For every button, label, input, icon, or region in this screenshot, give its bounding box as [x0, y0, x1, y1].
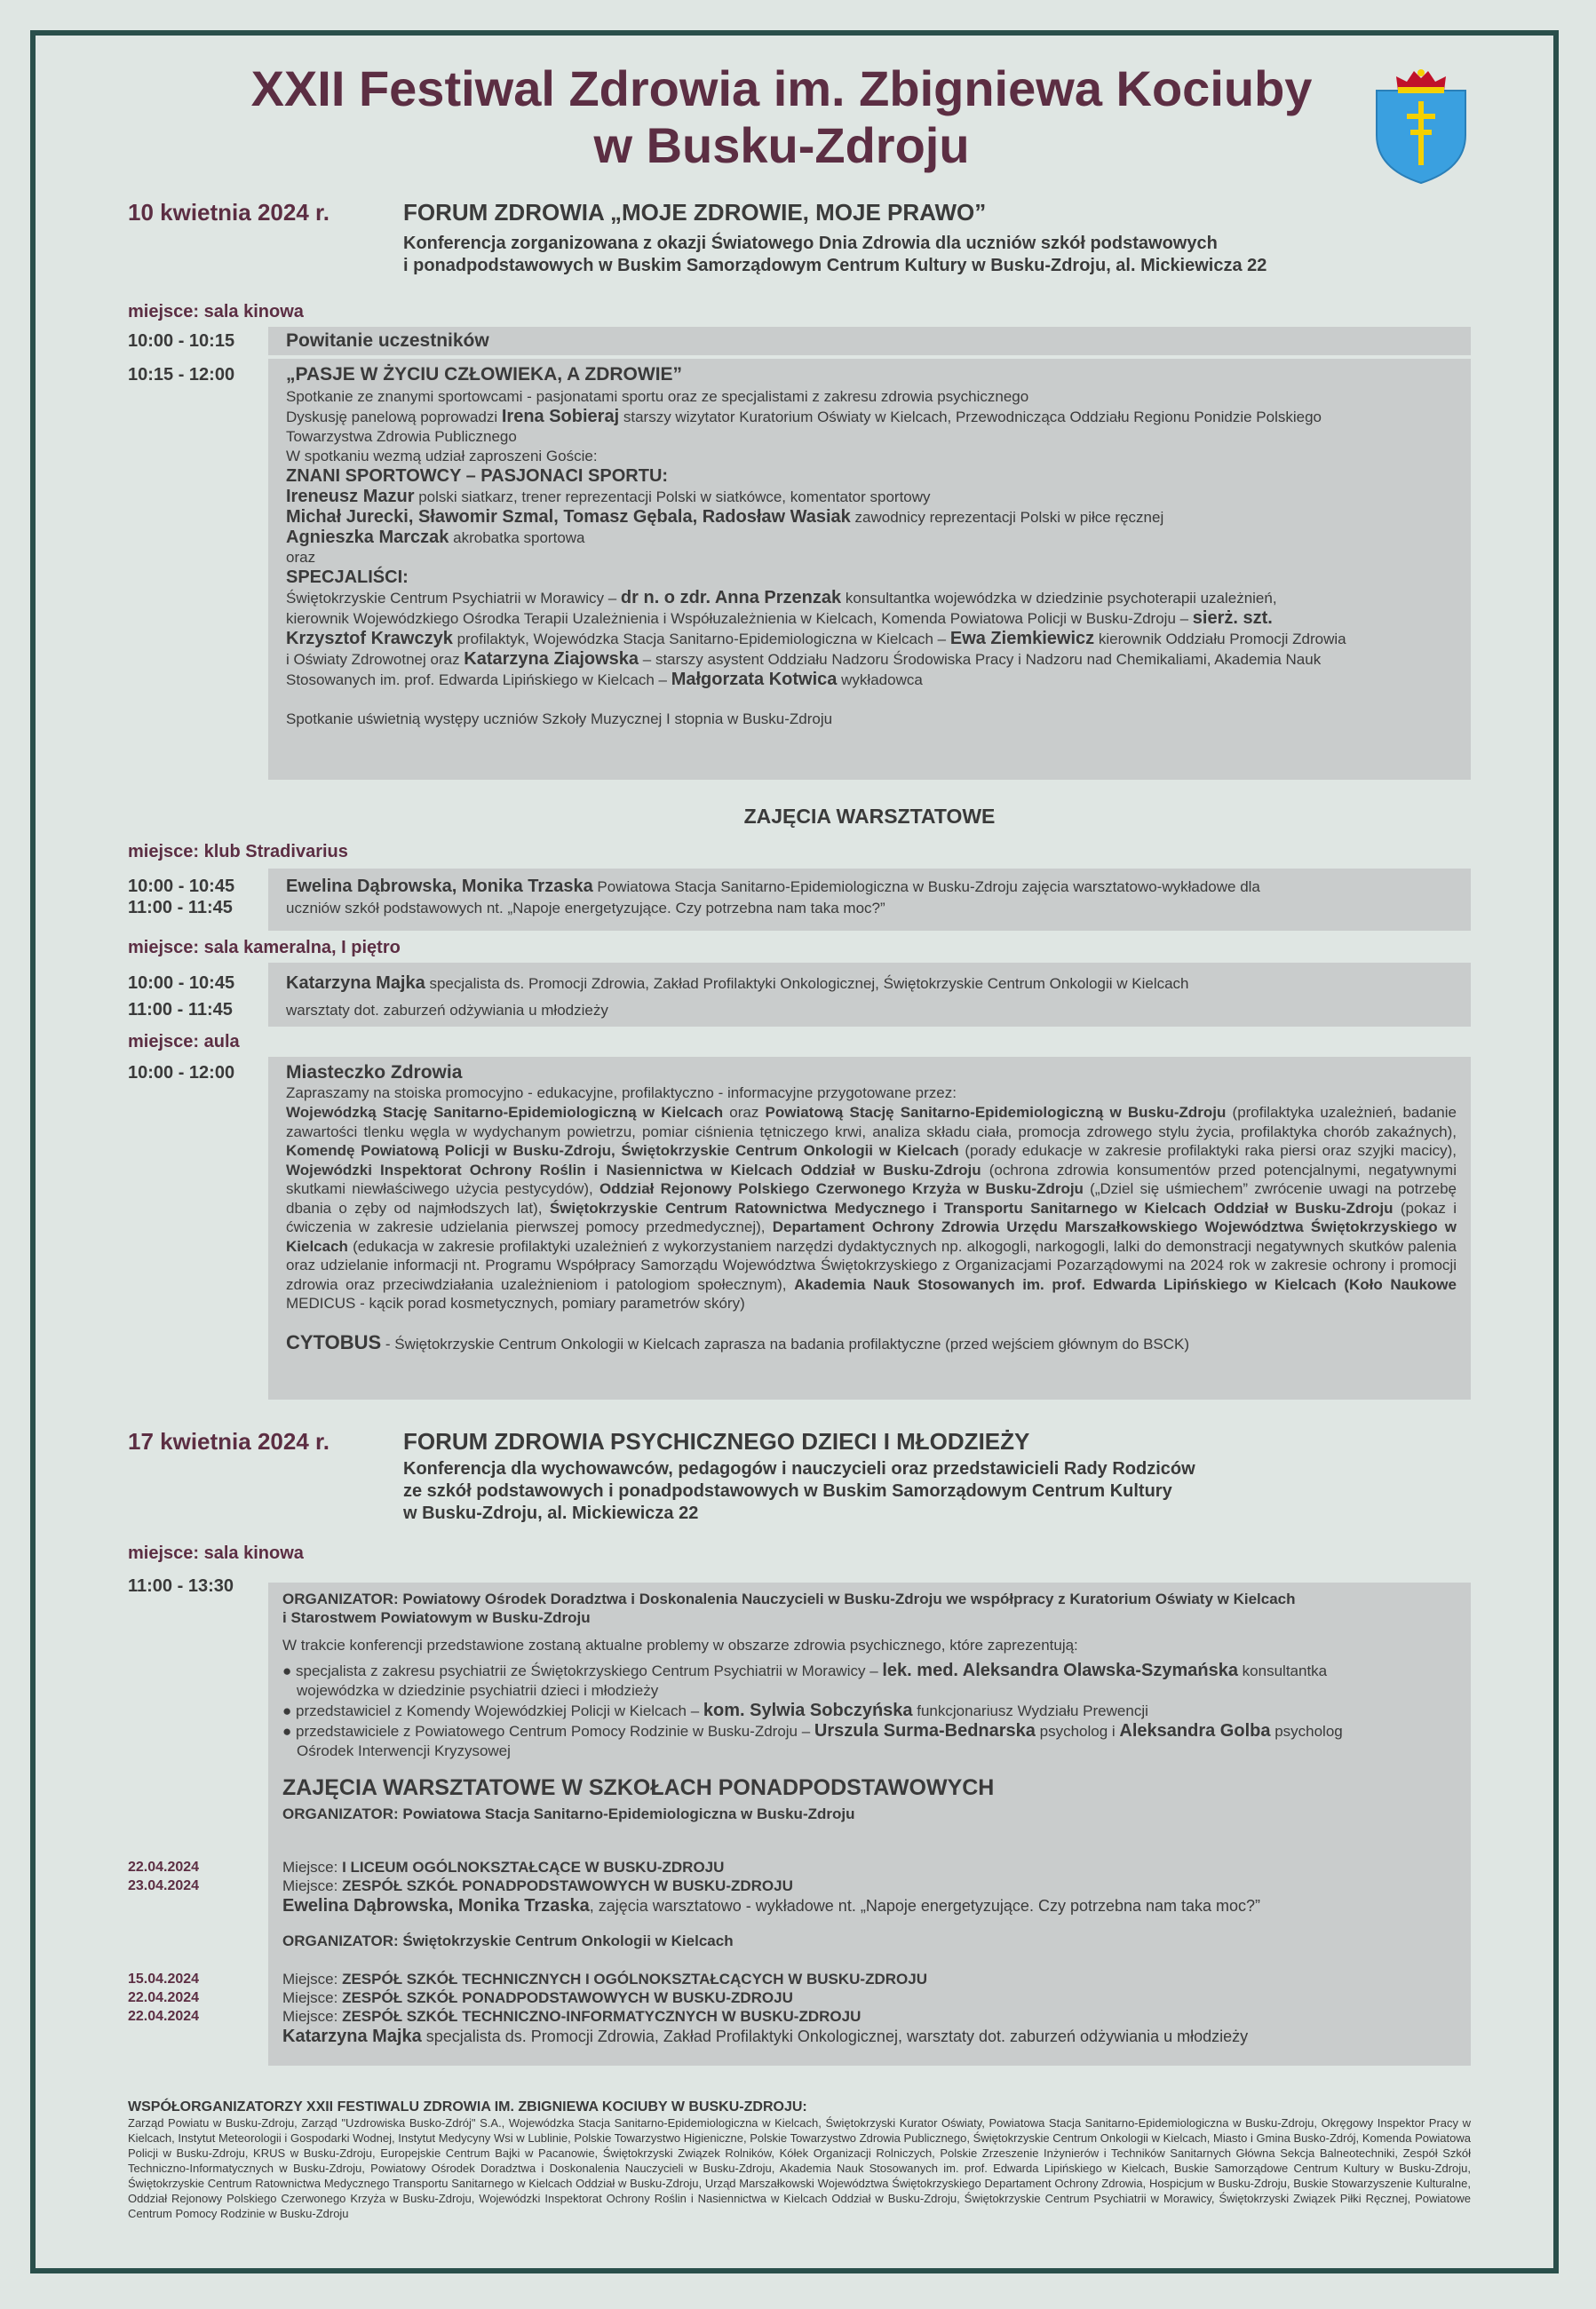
- health-town-box: Miasteczko Zdrowia Zapraszamy na stoiska promocyjno - edukacyjne, profilaktyczno - informacyjne przygotowane przez: Wojewódzką Stację Sanitarno-Epidemiologiczną w Kielcach oraz Powiatową Stację Sanitarno-Epidemiologiczną w Busku-Zdroju (profilaktyka uzależnień, badanie zawartości tlenku węgla w wydychanym powietrzu, pomiar ciśnienia tętniczego krwi, analiza składu ciała, promocja zdrowego stylu życia, profilaktyka chorób zakaźnych), Komendę Powiatową Policji w Busku-Zdroju, Świętokrzyskie Centrum Onkologii w Kielcach (porady edukacje w zakresie profilaktyki raka piersi oraz szyjki macicy), Wojewódzki Inspektorat Ochrony Roślin i Nasiennictwa w Kielcach Oddział w Busku-Zdroju (ochrona zdrowia konsumentów przed potencjalnymi, negatywnymi skutkami niewłaściwego użycia pestycydów), Oddział Rejonowy Polskiego Czerwonego Krzyża w Busku-Zdroju („Dziel się uśmiechem” zwrócenie uwagi na potrzebę dbania o zęby od najmłodszych lat), Świętokrzyskie Centrum Ratownictwa Medycznego i Transportu Sanitarnego w Kielcach Oddział w Busku-Zdroju (pokaz i ćwiczenia w zakresie udzielania pierwszej pomocy przedmedycznej), Departament Ochrony Zdrowia Urzędu Marszałkowskiego Województwa Świętokrzyskiego w Kielcach (edukacja w zakresie profilaktyki uzależnień z wykorzystaniem narzędzi dydaktycznych np. alkogogli, narkogogli, lalki do demonstracji negatywnych skutków palenia oraz udzielanie informacji nt. Programu Współpracy Samorządu Województwa Świętokrzyskiego z Organizacjami Pozarządowymi na 2024 rok w zakresie ochrony i promocji zdrowia oraz przeciwdziałania uzależnieniom i patologiom społecznym), Akademia Nauk Stosowanych im. prof. Edwarda Lipińskiego w Kielcach (Koło Naukowe MEDICUS - kącik porad kosmetycznych, pomiary parametrów skóry) CYTOBUS - Świętokrzyskie Centrum Onkologii w Kielcach zaprasza na badania profilaktyczne (przed wejściem głównym do BSCK): [268, 1057, 1471, 1400]
- workshop-box-1: Ewelina Dąbrowska, Monika Trzaska Powiatowa Stacja Sanitarno-Epidemiologiczna w Busku-Zdroju zajęcia warsztatowo-wykładowe dla uczniów szkół podstawowych nt. „Napoje energetyzujące. Czy potrzebna nam taka moc?”: [268, 869, 1471, 931]
- date-list: 15.04.2024 22.04.2024 22.04.2024: [128, 1972, 200, 2024]
- venue-list-2: Miejsce: ZESPÓŁ SZKÓŁ TECHNICZNYCH I OGÓLNOKSZTAŁCĄCYCH W BUSKU-ZDROJU Miejsce: ZESPÓŁ SZKÓŁ PONADPODSTAWOWYCH W BUSKU-ZDROJU Miejsce: ZESPÓŁ SZKÓŁ TECHNICZNO-INFORMATYCZNYCH W BUSKU-ZDROJU Katarzyna Majka specjalista ds. Promocji Zdrowia, Zakład Profilaktyki Onkologicznej, warsztaty dot. zaburzeń odżywiania u młodzieży: [282, 1971, 1249, 2046]
- co-organizers-heading: WSPÓŁORGANIZATORZY XXII FESTIWALU ZDROWIA IM. ZBIGNIEWA KOCIUBY W BUSKU-ZDROJU:: [128, 2099, 807, 2115]
- panel-line: Ireneusz Mazur polski siatkarz, trener reprezentacji Polski w siatkówce, komentator sportowy: [286, 487, 931, 506]
- panel-heading: „PASJE W ŻYCIU CZŁOWIEKA, A ZDROWIE”: [286, 364, 683, 385]
- panel-section: SPECJALIŚCI:: [286, 567, 409, 587]
- health-town-body: Wojewódzką Stację Sanitarno-Epidemiologiczną w Kielcach oraz Powiatową Stację Sanitarno-Epidemiologiczną w Busku-Zdroju (profilaktyka uzależnień, badanie zawartości tlenku węgla w wydychanym powietrzu, pomiar ciśnienia tętniczego krwi, analiza składu ciała, promocja zdrowego stylu życia, profilaktyka chorób zakaźnych), Komendę Powiatową Policji w Busku-Zdroju, Świętokrzyskie Centrum Onkologii w Kielcach (porady edukacje w zakresie profilaktyki raka piersi oraz szyjki macicy), Wojewódzki Inspektorat Ochrony Roślin i Nasiennictwa w Kielcach Oddział w Busku-Zdroju (ochrona zdrowia konsumentów przed potencjalnymi, negatywnymi skutkami niewłaściwego użycia pestycydów), Oddział Rejonowy Polskiego Czerwonego Krzyża w Busku-Zdroju („Dziel się uśmiechem” zwrócenie uwagi na potrzebę dbania o zęby od najmłodszych lat), Świętokrzyskie Centrum Ratownictwa Medycznego i Transportu Sanitarnego w Kielcach Oddział w Busku-Zdroju (pokaz i ćwiczenia w zakresie udzielania pierwszej pomocy przedmedycznej), Departament Ochrony Zdrowia Urzędu Marszałkowskiego Województwa Świętokrzyskiego w Kielcach (edukacja w zakresie profilaktyki uzależnień z wykorzystaniem narzędzi dydaktycznych np. alkogogli, narkogogli, lalki do demonstracji negatywnych skutków palenia oraz udzielanie informacji nt. Programu Współpracy Samorządu Województwa Świętokrzyskiego z Organizacjami Pozarządowymi na 2024 rok w zakresie ochrony i promocji zdrowia oraz przeciwdziałania uzależnieniom i patologiom społecznym), Akademia Nauk Stosowanych im. prof. Edwarda Lipińskiego w Kielcach (Koło Naukowe MEDICUS - kącik porad kosmetycznych, pomiary parametrów skóry): [286, 1104, 1457, 1312]
- coat-of-arms-icon: [1371, 64, 1471, 185]
- day2-date: 17 kwietnia 2024 r.: [128, 1428, 330, 1455]
- panel-line: i Oświaty Zdrowotnej oraz Katarzyna Ziajowska – starszy asystent Oddziału Nadzoru Środowiska Pracy i Nadzoru nad Chemikaliami, Akademia Nauk: [286, 649, 1322, 669]
- day1-place: miejsce: sala kinowa: [128, 302, 304, 321]
- date-list: 22.04.2024 23.04.2024: [128, 1860, 200, 1893]
- day1-forum-title: FORUM ZDROWIA „MOJE ZDROWIE, MOJE PRAWO”: [403, 199, 987, 226]
- organizer-1: ORGANIZATOR: Powiatowy Ośrodek Doradztwa i Doskonalenia Nauczycieli w Busku-Zdroju we współpracy z Kuratorium Oświaty w Kielcach i Starostwem Powiatowym w Busku-Zdroju: [282, 1591, 1296, 1626]
- workshop-place-2: miejsce: sala kameralna, I piętro: [128, 938, 401, 957]
- panel-line: kierownik Wojewódzkiego Ośrodka Terapii Uzależnienia i Współuzależnienia w Kielcach, Komenda Powiatowa Policji w Busku-Zdroju – sierż. szt.: [286, 608, 1273, 628]
- organizer-2: ORGANIZATOR: Powiatowa Stacja Sanitarno-Epidemiologiczna w Busku-Zdroju: [282, 1805, 855, 1822]
- school-workshops-title: ZAJĘCIA WARSZTATOWE W SZKOŁACH PONADPODSTAWOWYCH: [282, 1775, 995, 1800]
- workshop-box-2: Katarzyna Majka specjalista ds. Promocji Zdrowia, Zakład Profilaktyki Onkologicznej, Świętokrzyskie Centrum Onkologii w Kielcach warsztaty dot. zaburzeń odżywiania u młodzieży: [268, 963, 1471, 1027]
- speaker-item: ● specjalista z zakresu psychiatrii ze Świętokrzyskiego Centrum Psychiatrii w Morawicy – lek. med. Aleksandra Olawska-Szymańska konsultantka: [282, 1661, 1328, 1680]
- day1-panel-box: [268, 359, 1471, 780]
- panel-section: ZNANI SPORTOWCY – PASJONACI SPORTU:: [286, 466, 669, 486]
- panel-line: Krzysztof Krawczyk profilaktyk, Wojewódzka Stacja Sanitarno-Epidemiologiczna w Kielcach – Ewa Ziemkiewicz kierownik Oddziału Promocji Zdrowia: [286, 629, 1346, 648]
- day2-subtitle: Konferencja dla wychowawców, pedagogów i nauczycieli oraz przedstawicieli Rady Rodziców ze szkół podstawowych i ponadpodstawowych w Buskim Samorządowym Centrum Kultury w Busku-Zdroju, al. Mickiewicza 22: [403, 1459, 1195, 1523]
- co-organizers-list: Zarząd Powiatu w Busku-Zdroju, Zarząd "Uzdrowiska Busko-Zdrój" S.A., Wojewódzka Stacja Sanitarno-Epidemiologiczna w Kielcach, Świętokrzyski Kurator Oświaty, Powiatowa Stacja Sanitarno-Epidemiologiczna w Busku-Zdroju, Okręgowy Inspektor Pracy w Kielcach, Instytut Meteorologii i Gospodarki Wodnej, Instytut Medycyny Wsi w Lublinie, Polskie Towarzystwo Higieniczne, Polskie Towarzystwo Zdrowia Publicznego, Świętokrzyskie Centrum Onkologii w Kielcach, Miasto i Gmina Busko-Zdrój, Komenda Powiatowa Policji w Busku-Zdroju, KRUS w Busku-Zdroju, Europejskie Centrum Bajki w Pacanowie, Świętokrzyski Związek Rolników, Kółek Organizacji Rolniczych, Polskie Zrzeszenie Inżynierów i Techników Sanitarnych Główna Sekcja Balneotechniki, Zespół Szkół Techniczno-Informatycznych w Busku-Zdroju, Powiatowy Ośrodek Doradztwa i Doskonalenia Nauczycieli w Busku-Zdroju, Akademia Nauk Stosowanych im. prof. Edwarda Lipińskiego w Kielcach, Buskie Samorządowe Centrum Kultury w Busku-Zdroju, Świętokrzyskie Centrum Ratownictwa Medycznego Transportu Sanitarnego w Kielcach Oddział w Busku-Zdroju, Urząd Marszałkowski Województwa Świętokrzyskiego Departament Ochrony Zdrowia, Hospicjum w Busku-Zdroju, Buskie Stowarzyszenie Kulturalne, Oddział Rejonowy Polskiego Czerwonego Krzyża w Busku-Zdroju, Wojewódzki Inspektorat Ochrony Roślin i Nasiennictwa w Kielcach Oddział w Busku-Zdroju, Świętokrzyskie Centrum Psychiatrii w Morawicy, Świętokrzyski Związek Piłki Ręcznej, Powiatowe Centrum Pomocy Rodzinie w Busku-Zdroju: [128, 2116, 1471, 2220]
- workshop-place-1: miejsce: klub Stradivarius: [128, 842, 348, 861]
- health-town-heading: Miasteczko Zdrowia: [286, 1062, 463, 1083]
- panel-line: Dyskusję panelową poprowadzi Irena Sobieraj starszy wizytator Kuratorium Oświaty w Kielcach, Przewodnicząca Oddziału Regionu Ponidzie Polskiego: [286, 407, 1322, 426]
- panel-line: Towarzystwa Zdrowia Publicznego: [286, 428, 517, 445]
- workshop-time: 10:00 - 10:45 11:00 - 11:45: [128, 973, 235, 1020]
- day2-place: miejsce: sala kinowa: [128, 1543, 304, 1563]
- day2-forum-title: FORUM ZDROWIA PSYCHICZNEGO DZIECI I MŁODZIEŻY: [403, 1428, 1030, 1455]
- day1-welcome-box: [268, 327, 1471, 355]
- panel-line: Michał Jurecki, Sławomir Szmal, Tomasz Gębala, Radosław Wasiak zawodnicy reprezentacji Polski w piłce ręcznej: [286, 507, 1164, 527]
- panel-line: Stosowanych im. prof. Edwarda Lipińskiego w Kielcach – Małgorzata Kotwica wykładowca: [286, 670, 923, 689]
- venue-list-1: Miejsce: I LICEUM OGÓLNOKSZTAŁCĄCE W BUSKU-ZDROJU Miejsce: ZESPÓŁ SZKÓŁ PONADPODSTAWOWYCH W BUSKU-ZDROJU Ewelina Dąbrowska, Monika Trzaska, zajęcia warsztatowo - wykładowe nt. „Napoje energetyzujące. Czy potrzebna nam taka moc?” ORGANIZATOR: Świętokrzyskie Centrum Onkologii w Kielcach: [282, 1859, 1261, 1949]
- day1-date: 10 kwietnia 2024 r.: [128, 199, 330, 226]
- panel-line: Spotkanie uświetnią występy uczniów Szkoły Muzycznej I stopnia w Busku-Zdroju: [286, 710, 833, 727]
- speaker-item: ● przedstawiciele z Powiatowego Centrum Pomocy Rodzinie w Busku-Zdroju – Urszula Surma-Bednarska psycholog i Aleksandra Golba psycholog: [282, 1721, 1343, 1741]
- workshop-time: 10:00 - 10:45 11:00 - 11:45: [128, 877, 235, 917]
- day2-time: 11:00 - 13:30: [128, 1576, 234, 1596]
- panel-line: Spotkanie ze znanymi sportowcami - pasjonatami sportu oraz ze specjalistami z zakresu zdrowia psychicznego: [286, 388, 1029, 405]
- panel-line: Agnieszka Marczak akrobatka sportowa: [286, 528, 585, 547]
- workshops-title: ZAJĘCIA WARSZTATOWE: [743, 805, 996, 828]
- co-organizers: [128, 2099, 1471, 2221]
- day1-subtitle: Konferencja zorganizowana z okazji Światowego Dnia Zdrowia dla uczniów szkół podstawowych i ponadpodstawowych w Buskim Samorządowym Centrum Kultury w Busku-Zdroju, al. Mickiewicza 22: [403, 234, 1267, 275]
- workshop-place-3: miejsce: aula: [128, 1032, 240, 1051]
- speaker-item: ● przedstawiciel z Komendy Wojewódzkiej Policji w Kielcach – kom. Sylwia Sobczyńska funkcjonariusz Wydziału Prewencji: [282, 1701, 1148, 1720]
- day2-box: ORGANIZATOR: Powiatowy Ośrodek Doradztwa i Doskonalenia Nauczycieli w Busku-Zdroju we współpracy z Kuratorium Oświaty w Kielcach i Starostwem Powiatowym w Busku-Zdroju W trakcie konferencji przedstawione zostaną aktualne problemy w obszarze zdrowia psychicznego, które zaprezentują: ● specjalista z zakresu psychiatrii ze Świętokrzyskiego Centrum Psychiatrii w Morawicy – lek. med. Aleksandra Olawska-Szymańska konsultantka wojewódzka w dziedzinie psychiatrii dzieci i młodzieży ● przedstawiciel z Komendy Wojewódzkiej Policji w Kielcach – kom. Sylwia Sobczyńska funkcjonariusz Wydziału Prewencji ● przedstawiciele z Powiatowego Centrum Pomocy Rodzinie w Busku-Zdroju – Urszula Surma-Bednarska psycholog i Aleksandra Golba psycholog Ośrodek Interwencji Kryzysowej ZAJĘCIA WARSZTATOWE W SZKOŁACH PONADPODSTAWOWYCH ORGANIZATOR: Powiatowa Stacja Sanitarno-Epidemiologiczna w Busku-Zdroju: [268, 1583, 1471, 2066]
- panel-line: Świętokrzyskie Centrum Psychiatrii w Morawicy – dr n. o zdr. Anna Przenzak konsultantka wojewódzka w dziedzinie psychoterapii uzależnień,: [286, 588, 1277, 607]
- page-title: XXII Festiwal Zdrowia im. Zbigniewa Kociuby w Busku-Zdroju: [250, 60, 1313, 173]
- panel-line: oraz: [286, 549, 316, 566]
- panel-line: W spotkaniu wezmą udział zaproszeni Goście:: [286, 448, 598, 464]
- workshop-time: 10:00 - 12:00: [128, 1063, 235, 1083]
- day1-time-1: 10:00 - 10:15: [128, 331, 235, 351]
- welcome-label: Powitanie uczestników: [286, 330, 489, 351]
- day1-time-2: 10:15 - 12:00: [128, 365, 235, 385]
- cytobus-line: CYTOBUS - Świętokrzyskie Centrum Onkologii w Kielcach zaprasza na badania profilaktyczne (przed wejściem głównym do BSCK): [286, 1330, 1190, 1353]
